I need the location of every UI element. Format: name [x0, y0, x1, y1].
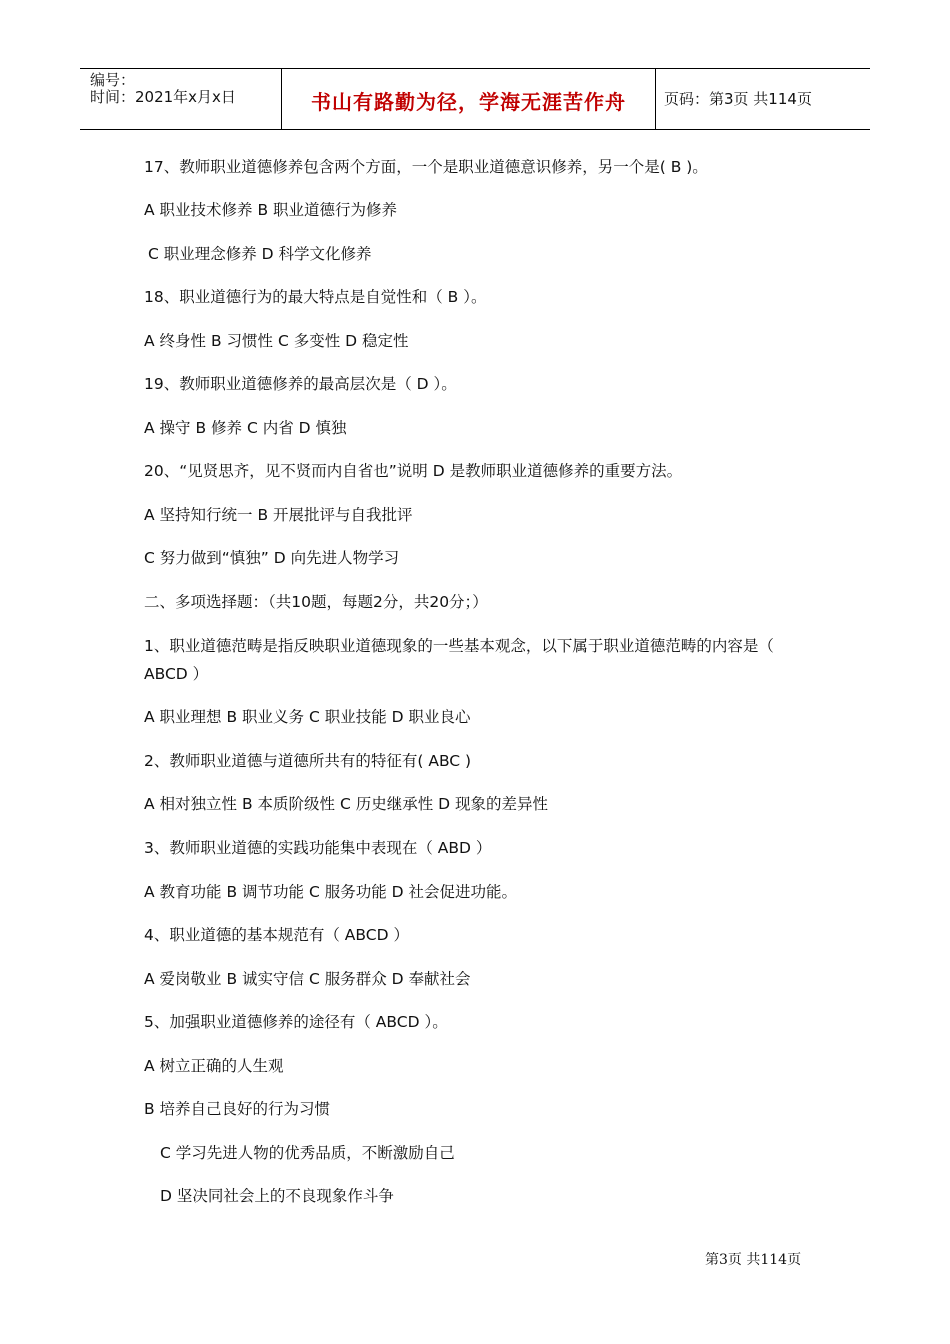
document-number-label: 编号：	[90, 71, 136, 89]
mc-question-5: 5、加强职业道德修养的途径有（ ABCD ）。	[144, 1013, 448, 1031]
mc-question-5-option-b: B 培养自己良好的行为习惯	[144, 1100, 331, 1118]
mc-question-3: 3、教师职业道德的实践功能集中表现在（ ABD ）	[144, 839, 492, 857]
mc-question-1-answer: ABCD ）	[144, 665, 209, 683]
question-17: 17、教师职业道德修养包含两个方面，一个是职业道德意识修养，另一个是( B )。	[144, 158, 708, 176]
mc-question-5-option-a: A 树立正确的人生观	[144, 1057, 284, 1075]
question-17-options-ab: A 职业技术修养 B 职业道德行为修养	[144, 201, 398, 219]
mc-question-4-options: A 爱岗敬业 B 诚实守信 C 服务群众 D 奉献社会	[144, 970, 471, 988]
mc-question-5-option-c: C 学习先进人物的优秀品质，不断激励自己	[160, 1144, 455, 1162]
page-footer: 第3页 共114页	[705, 1252, 802, 1268]
header-motto: 书山有路勤为径，学海无涯苦作舟	[311, 90, 626, 114]
mc-question-5-option-d: D 坚决同社会上的不良现象作斗争	[160, 1187, 394, 1205]
question-20: 20、“见贤思齐，见不贤而内自省也”说明 D 是教师职业道德修养的重要方法。	[144, 462, 683, 480]
header-motto-cell	[281, 69, 656, 129]
header-page-code: 页码：第3页 共114页	[664, 90, 812, 108]
question-18: 18、职业道德行为的最大特点是自觉性和（ B ）。	[144, 288, 487, 306]
document-date: 时间：2021年x月x日	[90, 88, 236, 106]
mc-question-2-options: A 相对独立性 B 本质阶级性 C 历史继承性 D 现象的差异性	[144, 795, 548, 813]
mc-question-4: 4、职业道德的基本规范有（ ABCD ）	[144, 926, 409, 944]
page-header	[80, 68, 870, 130]
mc-question-2: 2、教师职业道德与道德所共有的特征有( ABC )	[144, 752, 472, 770]
header-meta	[80, 69, 280, 129]
question-19: 19、教师职业道德修养的最高层次是（ D ）。	[144, 375, 457, 393]
question-20-options-ab: A 坚持知行统一 B 开展批评与自我批评	[144, 506, 413, 524]
mc-question-1-options: A 职业理想 B 职业义务 C 职业技能 D 职业良心	[144, 708, 471, 726]
header-page-cell	[656, 69, 870, 129]
section-heading-multiple-choice: 二、多项选择题：（共10题，每题2分，共20分；）	[144, 593, 488, 611]
question-19-options: A 操守 B 修养 C 内省 D 慎独	[144, 419, 347, 437]
question-17-options-cd: C 职业理念修养 D 科学文化修养	[148, 245, 372, 263]
mc-question-1: 1、职业道德范畴是指反映职业道德现象的一些基本观念，以下属于职业道德范畴的内容是（	[144, 637, 774, 655]
mc-question-3-options: A 教育功能 B 调节功能 C 服务功能 D 社会促进功能。	[144, 883, 517, 901]
question-20-options-cd: C 努力做到“慎独” D 向先进人物学习	[144, 549, 400, 567]
question-18-options: A 终身性 B 习惯性 C 多变性 D 稳定性	[144, 332, 409, 350]
